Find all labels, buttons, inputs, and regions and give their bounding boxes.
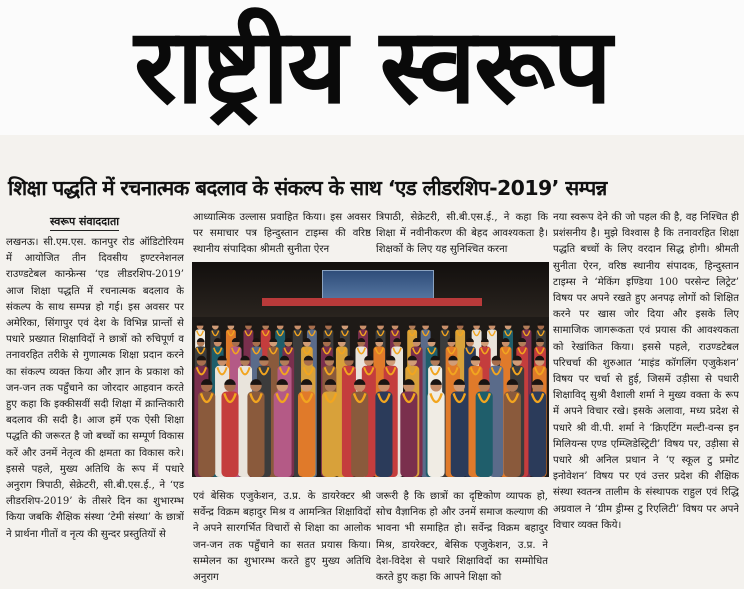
person-body — [451, 392, 468, 478]
person-hair — [505, 322, 512, 325]
article-column-1: लखनऊ। सी.एम.एस. कानपुर रोड ऑडिटोरियम में आयोजित तीन दिवसीय इण्टरनेशनल राउण्डटेबल कान्फ्रेन्स ‘एड लीडरशिप-2019’ आज शिक्षा पद्धति में रचनात्मक बदलाव के संकल्प के साथ सम्पन्न हो गई। इस अवसर पर अमेरिका, सिंगापुर एवं देश के विभिन्न प्रान्तों से पधारे प्रख्यात शिक्षाविदों ने छात्रों को रुचिपूर्ण व तनावरहित तरीके से गुणात्मक शिक्षा प्रदान करने का संकल्प व्यक्त किया और ज्ञान के प्रकाश को जन-जन तक पहुँचाने का जोरदार आहवान करते हुए कहा कि इक्कीसवीं सदी शिक्षा में क्रान्तिकारी बदलाव की सदी है। आज हमें एक ऐसी शिक्षा पद्धति की जरूरत है जो बच्चों का सम्पूर्ण विकास करें और उनमें नेतृत्व की क्षमता का विकास करे। इससे पहले, मुख्य अतिथि के रूप में पधारे अनुराग त्रिपाठी, सेक्रेटरी, सी.बी.एस.ई., ने ‘एड लीडरशिप-2019’ के तीसरे दिन का शुभारम्भ किया जबकि शैक्षिक संस्था ‘टेमी संस्था’ के छात्रों ने प्रार्थना गीतों व नृत्य की सुन्दर प्रस्तुतियों से — [6, 237, 184, 540]
article-column-2-top: आध्यात्मिक उल्लास प्रवाहित किया। इस अवसर पर समाचार पत्र हिन्दुस्तान टाइम्स की वरिष्ठ स्थानीय संपादिका श्रीमती सुनीता ऐरन — [193, 212, 371, 256]
article-column-2-bottom: एवं बेसिक एजुकेशन, उ.प्र. के डायरेक्टर श्री सर्वेन्द्र विक्रम बहादुर मिश्र व आमन्त्रित शिक्षाविदों ने अपने सारगर्भित विचारों से शिक्षा का आलोक जन-जन तक पहुँचाने का सतत प्रयास किया। सम्मेलन का शुभारम्भ करते हुए मुख्य अतिथि अनुराग — [193, 491, 371, 584]
person-hair — [309, 322, 316, 325]
person-hair — [284, 338, 292, 342]
person-body — [351, 392, 368, 478]
person-body — [375, 392, 392, 478]
article-column-4: नया स्वरूप देने की जो पहल की है, वह निश्चित ही प्रशंसनीय है। मुझे विश्वास है कि तनावरहित शिक्षा पद्धति बच्चों के लिए वरदान सिद्ध होगी। श्रीमती सुनीता ऐरन, वरिष्ठ स्थानीय संपादक, हिन्दुस्तान टाइम्स ने ‘मेकिंग इण्डिया 100 परसेन्ट लिट्रेट’ विषय पर अपने रखते हुए अनपढ़ लोगों को शिक्षित करने पर खास जोर दिया और इसके लिए सामाजिक जागरूकता एवं प्रयास की आवश्यकता को रेखांकित किया। इससे पहले, राउण्डटेबल परिचर्चा की शुरुआत ‘माइंड कॉगलिंग एजुकेशन’ विषय पर चर्चा से हुई, जिसमें उड़ीसा से पधारी शिक्षाविद् सुश्री वैशाली शर्मा ने मुख्य वक्ता के रूप में अपने विचार रखे। इसके अलावा, मध्य प्रदेश से पधारे श्री वी.पी. शर्मा ने ‘क्रिएटिंग मल्टी-वन्स इन मिलियन्स एण्ड एम्प्लिडेस्ट्रिटी’ विषय पर, उड़ीसा से पधारे श्री अनिल प्रधान ने ‘ए स्कूल टु प्रमोट इनोवेशन’ विषय पर एवं उत्तर प्रदेश की शैक्षिक संस्था स्वतन्त्र तालीम के संस्थापक राहुल एवं रिद्धि अग्रवाल ने ‘ग्रीम ड्रीम्स टु रिएलिटी’ विषय पर अपने विचार व्यक्त किये। — [553, 212, 739, 531]
person-hair — [360, 322, 367, 325]
person-hair — [277, 322, 284, 325]
person-hair — [457, 322, 464, 325]
person-hair — [252, 338, 260, 342]
person-body — [529, 392, 546, 478]
masthead-title: राष्ट्रीय स्वरूप — [134, 5, 610, 127]
article-column-3-top: त्रिपाठी, सेक्रेटरी, सी.बी.एस.ई., ने कहा कि शिक्षा में नवीनीकरण की बेहद आवश्यकता है। शिक्षकों के लिए यह सुनिश्चित करना — [376, 212, 548, 256]
headline: शिक्षा पद्धति में रचनात्मक बदलाव के संकल्प के साथ ‘एड लीडरशिप-2019’ सम्पन्न — [8, 176, 607, 200]
person-body — [400, 392, 417, 478]
person-body — [476, 392, 493, 478]
person-hair — [377, 322, 384, 325]
group-photo — [192, 262, 549, 477]
masthead — [0, 0, 744, 135]
person-body — [274, 392, 291, 478]
person-hair — [422, 322, 429, 325]
person-hair — [473, 322, 480, 325]
byline: स्वरूप संवाददाता — [50, 215, 119, 231]
person-hair — [262, 322, 269, 325]
person-hair — [442, 322, 449, 325]
person-hair — [228, 322, 235, 325]
person-hair — [489, 322, 496, 325]
person-hair — [212, 322, 219, 325]
person-hair — [325, 322, 332, 325]
person-body — [247, 392, 264, 478]
person-hair — [342, 322, 349, 325]
person-body — [504, 392, 521, 478]
article-column-3-bottom: जरूरी है कि छात्रों का दृष्टिकोण व्यापक हो, सोच वैज्ञानिक हो और उनमें समाज कल्याण की भावना भी समाहित हो। सर्वेन्द्र विक्रम बहादुर मिश्र, डायरेक्टर, बेसिक एजुकेशन, उ.प्र. ने देश-विदेश से पधारे शिक्षाविदों का सम्मोधित करते हुए कहा कि आपने शिक्षा को — [376, 491, 548, 584]
person-body — [322, 392, 339, 478]
person-body — [198, 392, 215, 478]
person-hair — [538, 322, 545, 325]
person-hair — [392, 322, 399, 325]
person-hair — [294, 322, 301, 325]
person-hair — [523, 322, 530, 325]
crowd-illustration — [192, 262, 549, 477]
person-hair — [409, 322, 416, 325]
person-hair — [245, 322, 252, 325]
person-body — [428, 392, 445, 478]
person-body — [298, 392, 315, 478]
person-hair — [197, 322, 204, 325]
person-body — [221, 392, 238, 478]
